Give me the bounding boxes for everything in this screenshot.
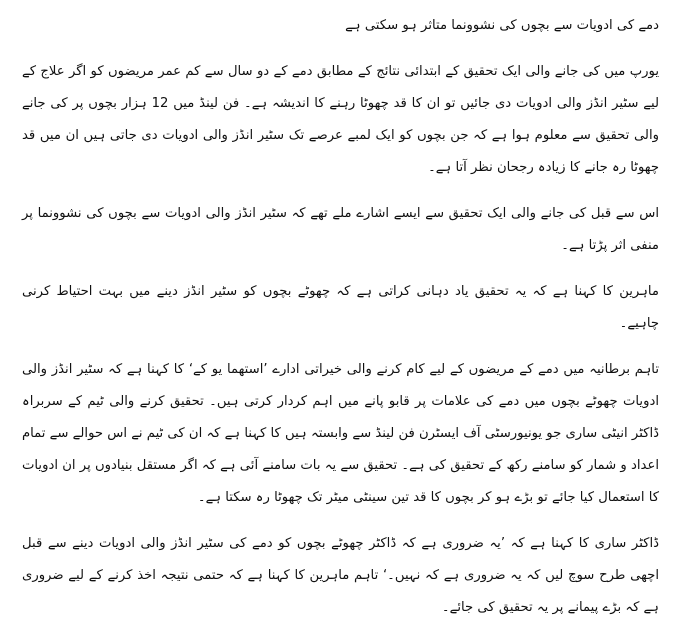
article-paragraph-2: اس سے قبل کی جانے والی ایک تحقیق سے ایسے اشارے ملے تھے کہ سٹیر انڈز والی ادویات سے بچوں کی نشوونما پر منفی اثر پڑتا ہے۔: [22, 206, 659, 253]
article-paragraph-3: ماہرین کا کہنا ہے کہ یہ تحقیق یاد دہانی کراتی ہے کہ چھوٹے بچوں کو سٹیر انڈز دینے میں بہت احتیاط کرنی چاہیے۔: [22, 284, 659, 331]
article-paragraph-1: یورپ میں کی جانے والی ایک تحقیق کے ابتدائی نتائج کے مطابق دمے کے دو سال سے کم عمر مریضوں کو اگر علاج کے لیے سٹیر انڈز والی ادویات دی جائیں تو ان کا قد چھوٹا رہنے کا اندیشہ ہے۔ فن لینڈ میں 12 ہزار بچوں پر کی جانے والی تحقیق سے معلوم ہوا ہے کہ جن بچوں کو ایک لمبے عرصے تک سٹیر انڈز والی ادویات دی جاتی ہیں ان میں قد چھوٹا رہ جانے کا زیادہ رجحان نظر آتا ہے۔: [22, 64, 659, 175]
article-paragraph-5: ڈاکٹر ساری کا کہنا ہے کہ ’یہ ضروری ہے کہ ڈاکٹر چھوٹے بچوں کو دمے کی سٹیر انڈز والی ادویات دینے سے قبل اچھی طرح سوچ لیں کہ یہ ضروری ہے کہ نہیں۔‘ تاہم ماہرین کا کہنا ہے کہ حتمی نتیجہ اخذ کرنے کے لیے ضروری ہے کہ بڑے پیمانے پر یہ تحقیق کی جائے۔: [22, 536, 659, 615]
article-title: دمے کی ادویات سے بچوں کی نشوونما متاثر ہو سکتی ہے: [345, 18, 659, 33]
article-paragraph-4: تاہم برطانیہ میں دمے کے مریضوں کے لیے کام کرنے والی خیراتی ادارے ’استھما یو کے‘ کا کہنا ہے کہ سٹیر انڈز والی ادویات چھوٹے بچوں میں دمے کی علامات پر قابو پانے میں اہم کردار کرتی ہیں۔ تحقیق کرنے والی ٹیم کے سربراہ ڈاکٹر انیٹی ساری جو یونیورسٹی آف ایسٹرن فن لینڈ سے وابستہ ہیں کا کہنا ہے کہ ان کی ٹیم نے اس حوالے سے تمام اعداد و شمار کو سامنے رکھ کے تحقیق کی ہے۔ تحقیق سے یہ بات سامنے آئی ہے کہ اگر مستقل بنیادوں پر ان ادویات کا استعمال کیا جائے تو بڑے ہو کر بچوں کا قد تین سینٹی میٹر تک چھوٹا رہ سکتا ہے۔: [22, 362, 659, 505]
